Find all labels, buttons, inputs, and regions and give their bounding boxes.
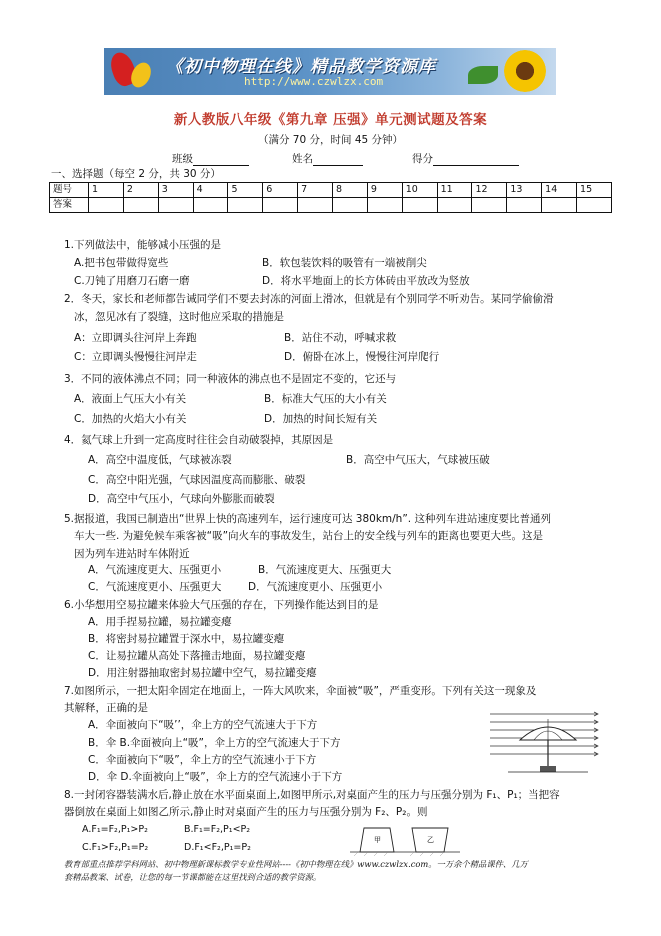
question-3-option-b[interactable]: B．标准大气压的大小有关 [264,393,387,405]
question-1-option-c[interactable]: C.刀钝了用磨刀石磨一磨 [74,275,190,287]
answer-cell[interactable] [158,198,193,213]
question-6-option-a[interactable]: A．用手捏易拉罐，易拉罐变瘪 [88,616,232,628]
answer-cell[interactable] [193,198,228,213]
question-number: 3 [158,183,193,198]
question-4-option-a[interactable]: A．高空中温度低，气球被冻裂 [88,454,232,466]
question-1-option-b[interactable]: B．软包装饮料的吸管有一端被削尖 [262,257,427,269]
question-number: 5 [228,183,263,198]
answer-cell[interactable] [228,198,263,213]
question-7-stem: 7.如图所示，一把太阳伞固定在地面上，一阵大风吹来，伞面被“吸”，严重变形。下列有关这一现象及 [64,685,537,697]
footer-line: 教育部重点推荐学科网站、初中物理新课标教学专业性网站----《初中物理在线》www.czwlzx.com。一万余个精品课件、几万 [64,859,528,869]
umbrella-figure [488,708,608,778]
question-5-option-a[interactable]: A．气流速度更大、压强更小 [88,564,222,576]
answer-cell[interactable] [542,198,577,213]
question-5-option-b[interactable]: B．气流速度更大、压强更大 [258,564,392,576]
question-2-option-c[interactable]: C：立即调头慢慢往河岸走 [74,351,197,363]
question-1-option-a[interactable]: A.把书包带做得宽些 [74,257,169,269]
question-8-option-c[interactable]: C.F₁>F₂,P₁=P₂ [82,842,149,853]
name-blank[interactable] [313,153,363,166]
question-number: 1 [89,183,124,198]
class-field [172,151,249,166]
question-7-option-c[interactable]: C．伞面被向下“吸”，伞上方的空气流速小于下方 [88,754,317,766]
answer-cell[interactable] [263,198,298,213]
question-number: 6 [263,183,298,198]
question-2-stem: 冰，忽见冰有了裂缝，这时他应采取的措施是 [74,311,284,323]
answer-cell[interactable] [123,198,158,213]
question-7-stem: 其解释，正确的是 [64,702,148,714]
footer-note [64,858,624,884]
leaf-icon [468,66,498,84]
header-banner [104,48,556,95]
name-field [292,151,363,166]
question-number: 15 [577,183,612,198]
question-5-stem: 因为列车进站时车体附近 [74,548,190,560]
question-8-stem: 8.一封闭容器装满水后,静止放在水平面桌面上,如图甲所示,对桌面产生的压力与压强分别为 F₁、P₁；当把容 [64,789,560,801]
question-4-option-c[interactable]: C．高空中阳光强，气球因温度高而膨胀、破裂 [88,474,306,486]
question-8-stem: 器倒放在桌面上如图乙所示,静止时对桌面产生的压力与压强分别为 F₂、P₂。则 [64,806,428,818]
answer-cell[interactable] [333,198,368,213]
question-5-option-c[interactable]: C．气流速度更小、压强更大 [88,581,222,593]
answer-cell[interactable] [472,198,507,213]
banner-title: 《初中物理在线》精品教学资源库 [166,57,436,77]
row-label: 题号 [50,183,89,198]
answer-cell[interactable] [402,198,437,213]
sunflower-icon [504,50,546,92]
question-number: 8 [333,183,368,198]
question-6-option-c[interactable]: C．让易拉罐从高处下落撞击地面，易拉罐变瘪 [88,650,306,662]
answer-cell[interactable] [89,198,124,213]
score-label: 得分 [412,153,433,165]
row-label: 答案 [50,198,89,213]
question-2-stem: 2．冬天，家长和老师都告诫同学们不要去封冻的河面上滑冰，但就是有个别同学不听劝告。某同学偷偷滑 [64,293,554,305]
page-subtitle: （满分 70 分，时间 45 分钟） [257,134,404,146]
question-number: 7 [298,183,333,198]
answer-table [49,182,612,213]
figure-label-jia: 甲 [374,836,381,844]
class-label: 班级 [172,153,193,165]
question-6-stem: 6.小华想用空易拉罐来体验大气压强的存在，下列操作能达到目的是 [64,599,379,611]
question-number: 10 [402,183,437,198]
question-4-stem: 4．氦气球上升到一定高度时往往会自动破裂掉，其原因是 [64,434,334,446]
question-number: 11 [437,183,472,198]
question-8-option-b[interactable]: B.F₁=F₂,P₁<P₂ [184,824,251,835]
banner-url[interactable]: http://www.czwlzx.com [244,75,384,88]
question-3-stem: 3．不同的液体沸点不同；同一种液体的沸点也不是固定不变的，它还与 [64,373,397,385]
question-8-option-a[interactable]: A.F₁=F₂,P₁>P₂ [82,824,148,835]
answer-cell[interactable] [298,198,333,213]
question-6-option-b[interactable]: B．将密封易拉罐置于深水中，易拉罐变瘪 [88,633,285,645]
question-4-option-b[interactable]: B．高空中气压大，气球被压破 [346,454,490,466]
table-row [50,198,612,213]
figure-label-yi: 乙 [427,836,434,844]
page-title: 新人教版八年级《第九章 压强》单元测试题及答案 [173,112,488,128]
question-6-option-d[interactable]: D．用注射器抽取密封易拉罐中空气，易拉罐变瘪 [88,667,317,679]
umbrella-icon [508,719,588,772]
question-3-option-c[interactable]: C．加热的火焰大小有关 [74,413,187,425]
container-figure [350,822,460,860]
question-7-option-b[interactable]: B．伞 B.伞面被向上“吸”，伞上方的空气流速大于下方 [88,737,341,749]
answer-cell[interactable] [507,198,542,213]
question-2-option-a[interactable]: A：立即调头往河岸上奔跑 [74,332,197,344]
answer-cell[interactable] [437,198,472,213]
table-row [50,183,612,198]
score-field [412,151,519,166]
question-1-stem: 1.下列做法中，能够减小压强的是 [64,239,222,251]
question-number: 13 [507,183,542,198]
question-number: 2 [123,183,158,198]
question-8-option-d[interactable]: D.F₁<F₂,P₁=P₂ [184,842,251,853]
question-3-option-d[interactable]: D．加热的时间长短有关 [264,413,378,425]
answer-cell[interactable] [367,198,402,213]
footer-line: 套精品教案、试卷，让您的每一节课都能在这里找到合适的教学资源。 [64,872,322,882]
question-4-option-d[interactable]: D．高空中气压小，气球向外膨胀而破裂 [88,493,275,505]
question-7-option-d[interactable]: D．伞 D.伞面被向上“吸”，伞上方的空气流速小于下方 [88,771,343,783]
section-heading: 一、选择题（每空 2 分，共 30 分） [51,168,221,180]
question-number: 9 [367,183,402,198]
question-5-stem: 车大一些. 为避免候车乘客被“吸”向火车的事故发生，站台上的安全线与列车的距离也要更大些。这是 [74,530,544,542]
name-label: 姓名 [292,153,313,165]
question-7-option-a[interactable]: A．伞面被向下“吸’’，伞上方的空气流速大于下方 [88,719,318,731]
question-1-option-d[interactable]: D．将水平地面上的长方体砖由平放改为竖放 [262,275,470,287]
question-5-option-d[interactable]: D．气流速度更小、压强更小 [248,581,383,593]
question-number: 14 [542,183,577,198]
question-5-stem: 5.据报道，我国已制造出“世界上快的高速列车，运行速度可达 380km/h”. 这种列车进站速度要比普通列 [64,513,551,525]
question-number: 4 [193,183,228,198]
question-2-option-b[interactable]: B．站住不动，呼喊求救 [284,332,397,344]
class-blank[interactable] [193,153,249,166]
score-blank[interactable] [433,153,519,166]
answer-cell[interactable] [577,198,612,213]
question-number: 12 [472,183,507,198]
question-3-option-a[interactable]: A．液面上气压大小有关 [74,393,187,405]
question-2-option-d[interactable]: D．俯卧在冰上，慢慢往河岸爬行 [284,351,440,363]
